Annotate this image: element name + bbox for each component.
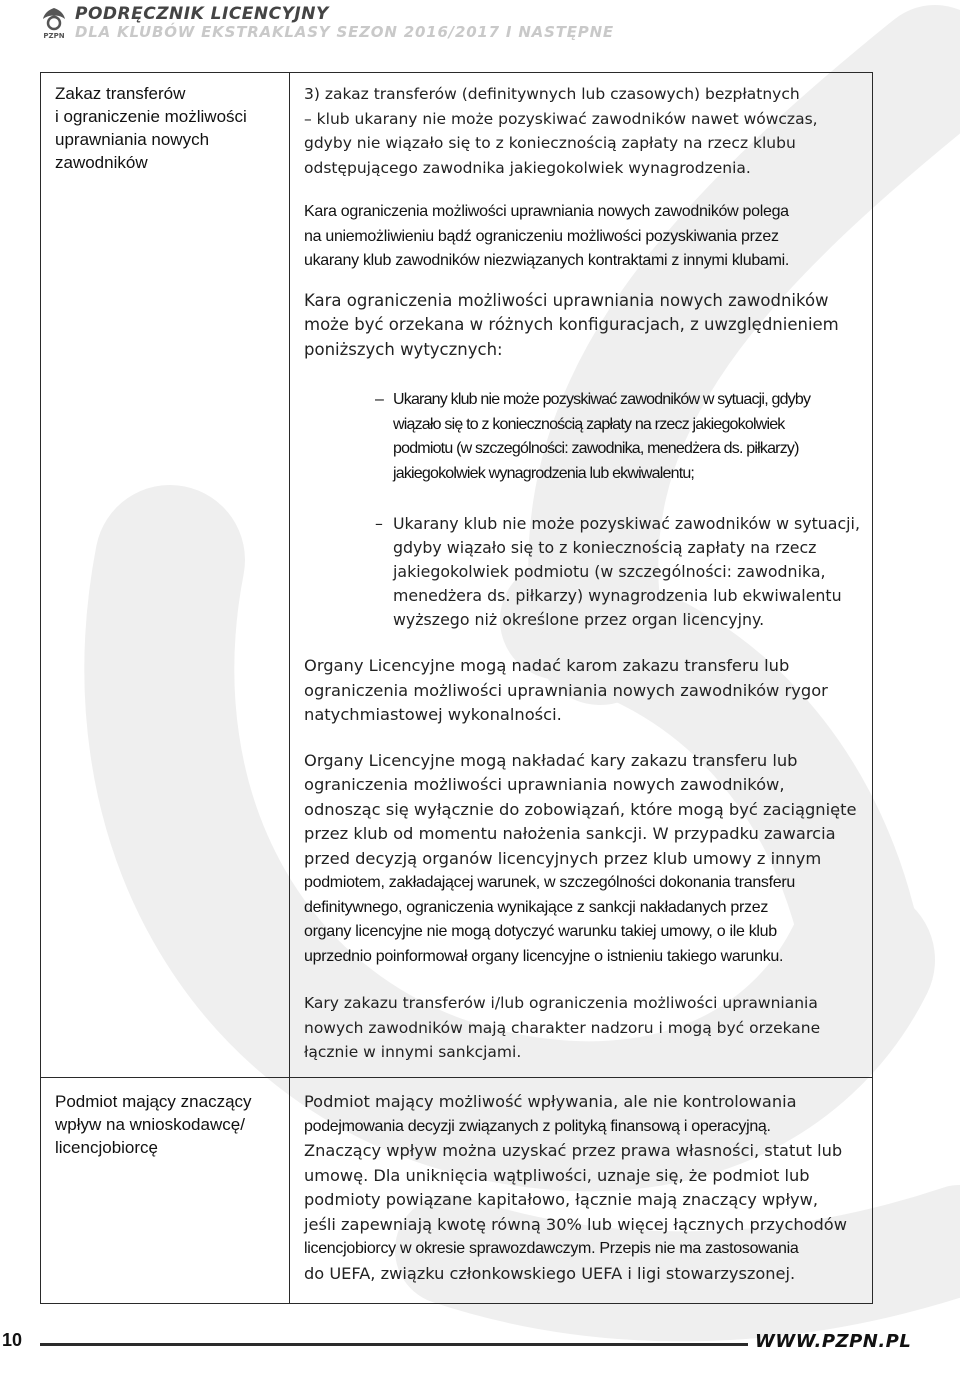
list-item xyxy=(375,388,860,486)
dash-bullet: – xyxy=(375,514,383,533)
paragraph: do UEFA, związku członkowskiego UEFA i ligi stowarzyszonej. xyxy=(304,1263,796,1283)
paragraph: Organy Licencyjne mogą nadać karom zakazu transferu lub ograniczenia możliwości uprawniania nowych zawodników rygor natychmiastowej wykonalności. xyxy=(304,656,828,724)
row-content xyxy=(290,73,872,1077)
row-label: Zakaz transferów i ograniczenie możliwości uprawniania nowych zawodników xyxy=(41,73,290,1077)
dash-bullet: – xyxy=(375,391,384,408)
paragraph: Znaczący wpływ można uzyskać przez prawa własności, statut lub umowę. Dla uniknięcia wątpliwości, uznaje się, że podmiot lub podmioty powiązane kapitałowo, łącznie mają znaczący wpływ, jeśli zapewniają kwotę równą 30% lub więcej łącznych przychodów xyxy=(304,1141,847,1234)
paragraph: Podmiot mający możliwość wpływania, ale nie kontrolowania xyxy=(304,1092,797,1111)
list-item-text: Ukarany klub nie może pozyskiwać zawodników w sytuacji, gdyby wiązało się to z koniecznością zapłaty na rzecz jakiegokolwiek podmiotu (w szczególności: zawodnika, menedżera ds. piłkarzy) wynagrodzenia lub ekwiwalentu wyższego niż określone przez organ licencyjny. xyxy=(393,514,860,629)
page-number: 10 xyxy=(2,1330,23,1350)
paragraph: Kary zakazu transferów i/lub ograniczenia możliwości uprawniania nowych zawodników mają charakter nadzoru i mogą być orzekane łącznie w innymi sankcjami. xyxy=(304,994,821,1061)
logo-text: PZPN xyxy=(43,32,65,40)
footer-divider xyxy=(40,1343,748,1346)
row-content xyxy=(290,1078,872,1303)
header-subtitle: DLA KLUBÓW EKSTRAKLASY SEZON 2016/2017 I NASTĘPNE xyxy=(75,23,614,41)
definitions-table xyxy=(40,72,873,1304)
row-label: Podmiot mający znaczący wpływ na wnioskodawcę/ licencjobiorcę xyxy=(41,1078,290,1303)
table-row xyxy=(40,1078,873,1304)
paragraph: podejmowania decyzji związanych z polityką finansową i operacyjną. xyxy=(304,1117,771,1135)
list-item xyxy=(375,512,860,632)
paragraph: podmiotem, zakładającej warunek, w szczególności dokonania transferu definitywnego, ograniczenia wynikające z sankcji nakładanych przez organy licencyjne nie mogą dotyczyć warunku takiej umowy, o ile klub uprzednio poinformował organy licencyjne o istnieniu takiego warunku. xyxy=(304,874,795,965)
table-row xyxy=(40,72,873,1078)
paragraph: Kara ograniczenia możliwości uprawniania nowych zawodników polega na uniemożliwieniu bądź ograniczeniu możliwości pozyskiwania przez ukarany klub zawodników niezwiązanych kontraktami z innymi klubami. xyxy=(304,203,790,269)
paragraph: 3) zakaz transferów (definitywnych lub czasowych) bezpłatnych – klub ukarany nie może pozyskiwać zawodników nawet wówczas, gdyby nie wiązało się to z koniecznością zapłaty na rzecz klubu odstępującego zawodnika jakiegokolwiek wynagrodzenia. xyxy=(304,85,818,177)
paragraph: Organy Licencyjne mogą nakładać kary zakazu transferu lub ograniczenia możliwości uprawniania nowych zawodników, odnosząc się wyłącznie do zobowiązań, które mogą być zaciągnięte przez klub od momentu nałożenia sankcji. W przypadku zawarcia przed decyzją organów licencyjnych przez klub umowy z innym xyxy=(304,750,857,868)
list-item-text: Ukarany klub nie może pozyskiwać zawodników w sytuacji, gdyby wiązało się to z koniecznością zapłaty na rzecz jakiegokolwiek podmiotu (w szczególności: zawodnika, menedżera ds. piłkarzy) jakiegokolwiek wynagrodzenia lub ekwiwalentu; xyxy=(393,391,811,482)
paragraph: Kara ograniczenia możliwości uprawniania nowych zawodników może być orzekana w różnych konfiguracjach, z uwzględnieniem poniższych wytycznych: xyxy=(304,290,839,359)
paragraph: licencjobiorcy w okresie sprawozdawczym. Przepis nie ma zastosowania xyxy=(304,1240,799,1257)
footer-url[interactable]: WWW.PZPN.PL xyxy=(755,1331,912,1352)
pzpn-logo-icon xyxy=(38,6,70,40)
header-title: PODRĘCZNIK LICENCYJNY xyxy=(75,4,329,24)
